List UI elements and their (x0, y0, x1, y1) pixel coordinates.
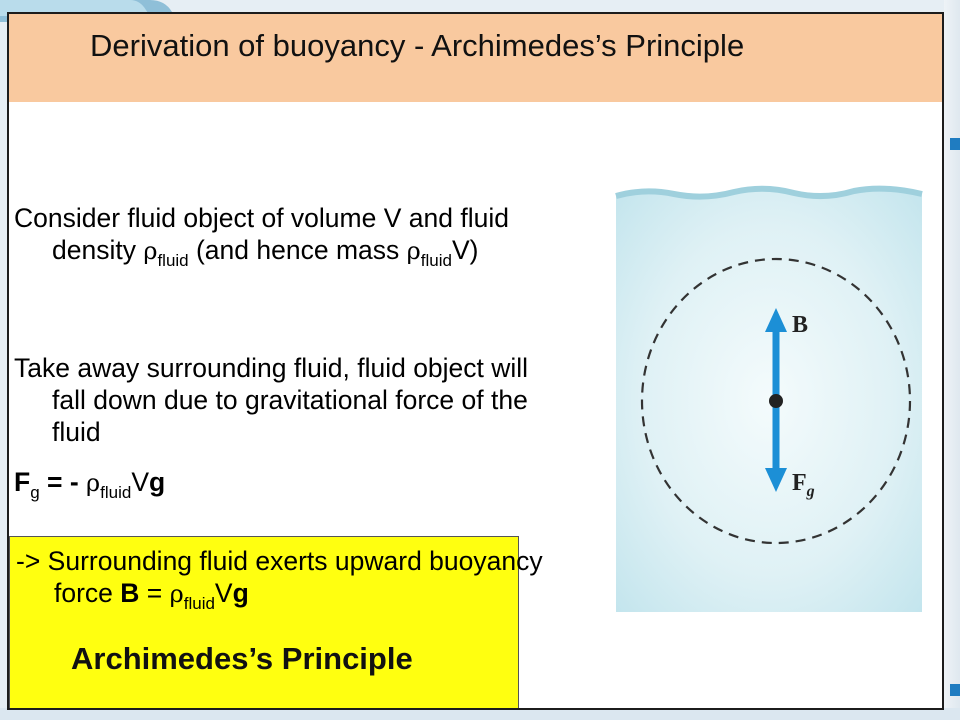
paragraph-text: -> Surrounding fluid exerts upward buoyancy force (16, 546, 543, 608)
rho-symbol: ρ (143, 237, 158, 265)
paragraph-text: Consider fluid object of volume V and fluid density (14, 203, 509, 265)
slide-title: Derivation of buoyancy - Archimedes’s Principle (90, 28, 745, 63)
formula-B: B (120, 578, 140, 608)
paragraph-remove-fluid: Take away surrounding fluid, fluid object will fall down due to gravitational force of the fluid (14, 353, 529, 447)
formula-g: g (149, 467, 166, 497)
rho-symbol: ρ (169, 580, 184, 608)
right-edge-marker (950, 684, 960, 696)
formula-equals: = - (39, 467, 87, 497)
paragraph-text: (and hence mass (188, 235, 407, 265)
rho-symbol: ρ (86, 469, 101, 497)
rho-symbol: ρ (406, 237, 421, 265)
label-F: F (792, 470, 807, 496)
buoyancy-highlight-box (9, 536, 543, 710)
center-of-mass-dot (769, 394, 783, 408)
subscript-fluid: fluid (100, 483, 132, 502)
subscript-fluid: fluid (420, 251, 452, 270)
subscript-fluid: fluid (183, 594, 215, 613)
water-body (616, 189, 922, 612)
formula-g: g (232, 578, 249, 608)
subscript-fluid: fluid (157, 251, 189, 270)
paragraph-text: V) (451, 235, 479, 265)
paragraph-fluid-object (14, 202, 562, 270)
formula-equals: = (139, 578, 170, 608)
formula-V: V (131, 467, 150, 497)
formula-F: F (14, 467, 31, 497)
paragraph-buoyancy-force (16, 545, 552, 613)
formula-V: V (214, 578, 233, 608)
right-edge-marker (950, 138, 960, 150)
buoyancy-diagram (604, 172, 929, 612)
background-right-strip (944, 0, 960, 720)
formula-gravitational-force (14, 466, 166, 502)
label-F-subscript: g (806, 483, 815, 500)
archimedes-principle-label: Archimedes’s Principle (71, 641, 413, 676)
slide-frame (7, 12, 944, 710)
title-bar (9, 14, 944, 102)
label-B: B (792, 312, 809, 338)
subscript-g: g (30, 483, 40, 502)
